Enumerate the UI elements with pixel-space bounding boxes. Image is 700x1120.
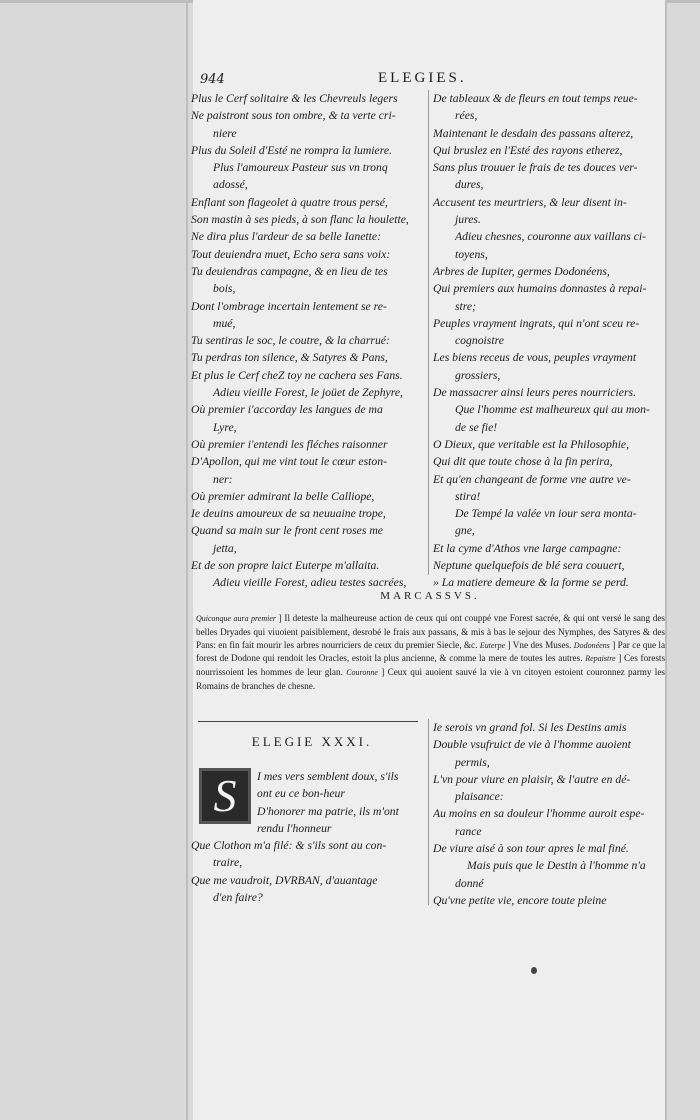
verse-line: grossiers, <box>455 368 501 382</box>
verse-line: De massacrer ainsi leurs peres nourriciers. <box>433 386 637 400</box>
commentary-text <box>196 612 665 693</box>
commentary-keyword: Euterpe <box>479 640 506 650</box>
commentary-title: MARCASSVS. <box>380 590 480 602</box>
verse-line: Ie deuins amoureux de sa neuuaine trope, <box>191 507 386 521</box>
drop-cap-initial: S <box>199 768 251 824</box>
verse-line: toyens, <box>455 247 488 261</box>
verse-line: Tout deuiendra muet, Echo sera sans voix: <box>191 247 391 261</box>
verse-line: Peuples vrayment ingrats, qui n'ont sceu re- <box>433 316 640 330</box>
column-divider-2 <box>428 719 429 905</box>
verse-line: Adieu chesnes, couronne aux vaillans ci- <box>455 230 647 244</box>
verse-line: Que me vaudroit, DVRBAN, d'auantage <box>191 873 378 887</box>
verse-line: traire, <box>213 856 243 870</box>
verse-line: Au moins en sa douleur l'homme auroit espe- <box>433 807 645 821</box>
verse-line: Dont l'ombrage incertain lentement se re- <box>191 299 387 313</box>
verse-line: Lyre, <box>213 420 237 434</box>
commentary-note: ] Vne des Muses. <box>507 639 572 650</box>
verse-line: Et la cyme d'Athos vne large campagne: <box>433 541 622 555</box>
verse-line: Et plus le Cerf cheZ toy ne cachera ses Fans. <box>191 368 403 382</box>
commentary-note: ] Par ce que la forest de Dodone qui rendoit les Oracles, estoit la plus ancienne, & comme la mere de toutes les autres. <box>196 639 666 664</box>
commentary-keyword: Dodonéens <box>573 640 610 650</box>
verse-line: plaisance: <box>455 790 504 804</box>
commentary-note: ] Ces forests nourrissoient les hommes de leur glan. <box>196 653 666 678</box>
verse-line: Double vsufruict de vie à l'homme auoient <box>433 738 631 752</box>
verse-line: stira! <box>455 489 481 503</box>
verse-line: Où premier i'entendi les fléches raisonner <box>191 437 388 451</box>
verse-line: ont eu ce bon-heur <box>257 787 345 801</box>
verse-line: permis, <box>455 755 490 769</box>
verse-line: jetta, <box>213 541 237 555</box>
verse-line: dures, <box>455 178 484 192</box>
verse-line: d'en faire? <box>213 891 263 905</box>
verse-line: Sans plus trouuer le frais de tes douces ver- <box>433 161 638 175</box>
verse-line: Quand sa main sur le front cent roses me <box>191 524 383 538</box>
verse-line: Son mastin à ses pieds, à son flanc la houlette, <box>191 213 409 227</box>
verse-line: Ne dira plus l'ardeur de sa belle Ianette: <box>191 230 382 244</box>
verse-line: Plus du Soleil d'Esté ne rompra la lumiere. <box>191 143 392 157</box>
verse-line: rées, <box>455 109 478 123</box>
verse-line: Maintenant le desdain des passans alterez, <box>433 126 634 140</box>
verse-line: Tu perdras ton silence, & Satyres & Pans, <box>191 351 388 365</box>
verse-line: ner: <box>213 472 233 486</box>
verse-line: Neptune quelquefois de blé sera couuert, <box>433 559 625 573</box>
commentary-note: ] Il deteste la malheureuse action de ceux qui ont couppé vne Forest sacrée, & qui ont versé le sang des belles Dryades qui viuoient paisiblement, desrobé le frais aux passans, & mis à bas le sejour des Nymphes, des Satyres & des Pans: en fin fait mourir les arbres nourriciers de ceux du premier Siecle, &c. <box>196 613 665 650</box>
gutter-shadow <box>186 0 188 1120</box>
verse-line: de se fie! <box>455 420 498 434</box>
verse-line: donné <box>455 876 484 890</box>
section-rule <box>198 721 418 722</box>
verse-line: Arbres de Iupiter, germes Dodonéens, <box>433 264 610 278</box>
page-header <box>200 70 660 90</box>
verse-line: jures. <box>455 213 481 227</box>
verse-line: Tu sentiras le soc, le coutre, & la charrué: <box>191 334 390 348</box>
ink-spot <box>531 967 537 974</box>
verse-line: Enflant son flageolet à quatre trous persé, <box>191 195 388 209</box>
verse-line: Adieu vieille Forest, le joüet de Zephyre, <box>213 386 403 400</box>
verse-line: Qu'vne petite vie, encore toute pleine <box>433 893 607 907</box>
verse-line: O Dieux, que veritable est la Philosophie, <box>433 437 630 451</box>
verse-line: mué, <box>213 316 236 330</box>
elegy-title: ELEGIE XXXI. <box>251 734 373 749</box>
verse-line: adossé, <box>213 178 248 192</box>
verse-line: Qui dit que toute chose à la fin perira, <box>433 455 613 469</box>
verse-line: cognoistre <box>455 334 504 348</box>
verse-line: Où premier i'accorday les langues de ma <box>191 403 383 417</box>
verse-line: Et qu'en changeant de forme vne autre ve- <box>433 472 631 486</box>
verse-line: D'Apollon, qui me vint tout le cœur eston- <box>191 455 387 469</box>
verse-line: Adieu vieille Forest, adieu testes sacrées, <box>213 576 407 590</box>
commentary-keyword: Quiconque aura premier <box>196 614 276 623</box>
verse-line: De tableaux & de fleurs en tout temps reue- <box>433 92 638 105</box>
poem-right-column <box>433 90 665 592</box>
commentary-keyword: Couronne <box>346 668 378 678</box>
verse-line: rance <box>455 824 482 838</box>
verse-line: Mais puis que le Destin à l'homme n'a <box>467 859 646 873</box>
page-edge-right <box>665 0 667 1120</box>
verse-line: L'vn pour viure en plaisir, & l'autre en dé- <box>433 772 631 786</box>
verse-line: Les biens receus de vous, peuples vrayment <box>433 351 637 365</box>
verse-line: gne, <box>455 524 475 538</box>
verse-line: rendu l'honneur <box>257 821 332 835</box>
elegy-right-column <box>433 719 665 909</box>
verse-line: Qui premiers aux humains donnastes à repai- <box>433 282 647 296</box>
verse-line: Et de son propre laict Euterpe m'allaita. <box>191 559 380 573</box>
verse-line: De Tempé la valée vn iour sera monta- <box>455 507 637 521</box>
commentary-keyword: Repaistre <box>585 654 616 664</box>
page-number: 944 <box>200 72 225 87</box>
verse-line: stre; <box>455 299 476 313</box>
verse-line: D'honorer ma patrie, ils m'ont <box>257 804 399 818</box>
poem-left-column <box>191 90 428 592</box>
column-divider <box>428 90 429 575</box>
verse-line: I mes vers semblent doux, s'ils <box>257 770 399 783</box>
verse-line: bois, <box>213 282 236 296</box>
verse-line: Plus le Cerf solitaire & les Chevreuls legers <box>191 92 398 105</box>
verse-line: Que l'homme est malheureux qui au mon- <box>455 403 650 417</box>
verse-line: Qui bruslez en l'Esté des rayons etherez, <box>433 143 623 157</box>
verse-line: niere <box>213 126 237 140</box>
verse-line: Accusent tes meurtriers, & leur disent in- <box>433 195 627 209</box>
commentary-note: ] Ceux qui auoient sauvé la vie à vn citoyen estoient couronnez parmy les Romains de branches de chesne. <box>196 667 666 691</box>
verse-line: Tu deuiendras campagne, & en lieu de tes <box>191 264 388 278</box>
verse-line: Que Clothon m'a filé: & s'ils sont au con- <box>191 839 387 853</box>
verse-line: Ne paistront sous ton ombre, & ta verte cri- <box>191 109 396 123</box>
verse-line: De viure aisé à son tour apres le mal finé. <box>433 842 629 856</box>
verse-line: » La matiere demeure & la forme se perd. <box>433 576 629 590</box>
verse-line: Plus l'amoureux Pasteur sus vn tronq <box>213 161 388 175</box>
verse-line: Ie serois vn grand fol. Si les Destins amis <box>433 721 627 734</box>
verse-line: Où premier admirant la belle Calliope, <box>191 489 375 503</box>
running-title: ELEGIES. <box>378 70 467 86</box>
